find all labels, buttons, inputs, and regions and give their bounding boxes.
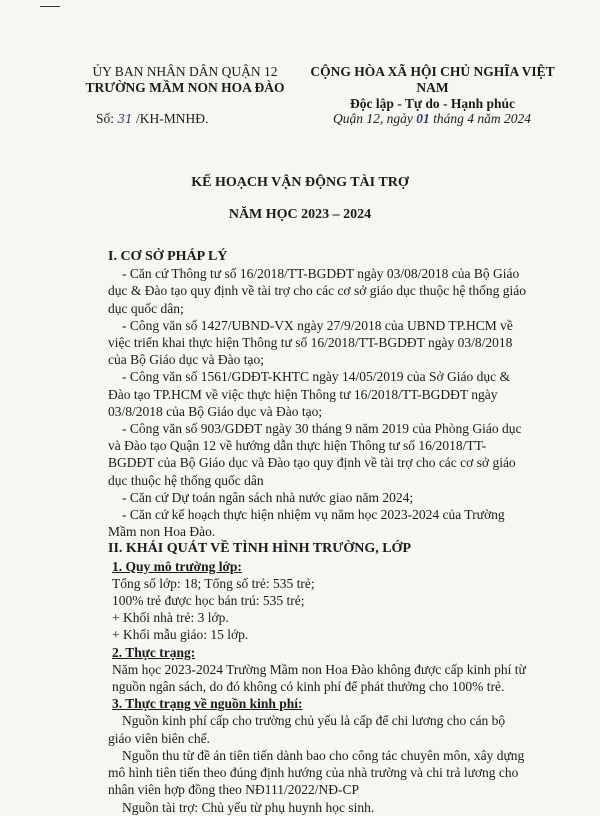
date-suffix: tháng 4 năm 2024 (433, 111, 531, 126)
country-name: CỘNG HÒA XÃ HỘI CHỦ NGHĨA VIỆT NAM (310, 64, 555, 95)
document-body (108, 248, 528, 816)
status-paragraph: Năm học 2023-2024 Trường Mầm non Hoa Đào không được cấp kinh phí từ nguồn ngân sách, do đó không có kinh phí để phát thưởng cho 100% trẻ. (112, 661, 526, 695)
subsection-3-title-text: 3. Thực trạng về nguồn kinh phí: (112, 696, 303, 712)
document-subtitle: NĂM HỌC 2023 – 2024 (228, 207, 372, 222)
scan-artifact (40, 6, 60, 7)
document-date (333, 111, 531, 127)
funding-paragraph: Nguồn tài trợ: Chủ yếu từ phụ huynh học sinh. (122, 799, 375, 815)
doc-no-suffix: /KH-MNHĐ. (136, 111, 209, 126)
legal-basis-item: - Căn cứ Dự toán ngân sách nhà nước giao năm 2024; (122, 489, 414, 505)
subsection-3-title (108, 695, 528, 712)
doc-no-handwritten: 31 (117, 112, 133, 126)
subsection-1-title (108, 558, 528, 575)
doc-no-prefix: Số: (96, 111, 115, 126)
date-day: 01 (416, 111, 430, 126)
legal-basis-item: - Căn cứ Thông tư số 16/2018/TT-BGDĐT ngày 03/08/2018 của Bộ Giáo dục & Đào tạo quy định về tài trợ cho các cơ sở giáo dục thuộc hệ thống giáo dục quốc dân; (108, 266, 527, 316)
national-motto (300, 64, 565, 112)
document-number (96, 111, 208, 127)
legal-basis-item: - Công văn số 1427/UBND-VX ngày 27/9/2018 của UBND TP.HCM về việc triển khai thực hiện Thông tư số 16/2018/TT-BGDĐT ngày 03/8/2018 của Bộ Giáo dục và Đào tạo; (108, 317, 513, 368)
document-title: KẾ HOẠCH VẬN ĐỘNG TÀI TRỢ (191, 175, 409, 190)
funding-paragraph: Nguồn kinh phí cấp cho trường chủ yếu là cấp để chi lương cho cán bộ giáo viên biên chế. (108, 713, 506, 746)
funding-paragraph: Nguồn thu từ đề án tiên tiến dành bao cho công tác chuyên môn, xây dựng mô hình tiên tiến theo đúng định hướng của nhà trường và chi trả lương cho nhân viên hợp đồng theo NĐ111/2022/NĐ-CP (108, 747, 525, 798)
scale-line: 100% trẻ được học bán trú: 535 trẻ; (112, 593, 305, 609)
date-prefix: Quận 12, ngày (333, 111, 413, 126)
section-2-heading: II. KHÁI QUÁT VỀ TÌNH HÌNH TRƯỜNG, LỚP (108, 541, 412, 557)
subsection-2-title (108, 644, 528, 661)
subsection-2-title-text: 2. Thực trạng: (112, 644, 196, 660)
scale-line: + Khối nhà trẻ: 3 lớp. (112, 610, 229, 626)
org-line-2: TRƯỜNG MẦM NON HOA ĐÀO (85, 80, 285, 95)
issuing-organization (70, 64, 300, 96)
section-1-heading: I. CƠ SỞ PHÁP LÝ (108, 249, 228, 264)
scale-line: + Khối mẫu giáo: 15 lớp. (112, 627, 249, 643)
org-line-1: ỦY BAN NHÂN DÂN QUẬN 12 (92, 64, 278, 79)
legal-basis-item: - Công văn số 903/GDĐT ngày 30 tháng 9 năm 2019 của Phòng Giáo dục và Đào tạo Quận 12 về hướng dẫn thực hiện Thông tư số 16/2018/TT-BGDĐT của Bộ Giáo dục và Đào tạo quy định về tài trợ cho các cơ sở giáo dục thuộc hệ thống quốc dân (108, 421, 522, 488)
subsection-1-title-text: 1. Quy mô trường lớp: (112, 558, 242, 574)
legal-basis-item: - Công văn số 1561/GDĐT-KHTC ngày 14/05/2019 của Sở Giáo dục & Đào tạo TP.HCM về việc thực hiện Thông tư 16/2018/TT-BGDĐT ngày 03/8/2018 của Bộ Giáo dục và Đào tạo; (108, 369, 510, 419)
scale-line: Tổng số lớp: 18; Tổng số trẻ: 535 trẻ; (112, 575, 315, 591)
motto: Độc lập - Tự do - Hạnh phúc (349, 96, 516, 111)
legal-basis-item: - Căn cứ kế hoạch thực hiện nhiệm vụ năm học 2023-2024 của Trường Mầm non Hoa Đào. (108, 507, 505, 540)
